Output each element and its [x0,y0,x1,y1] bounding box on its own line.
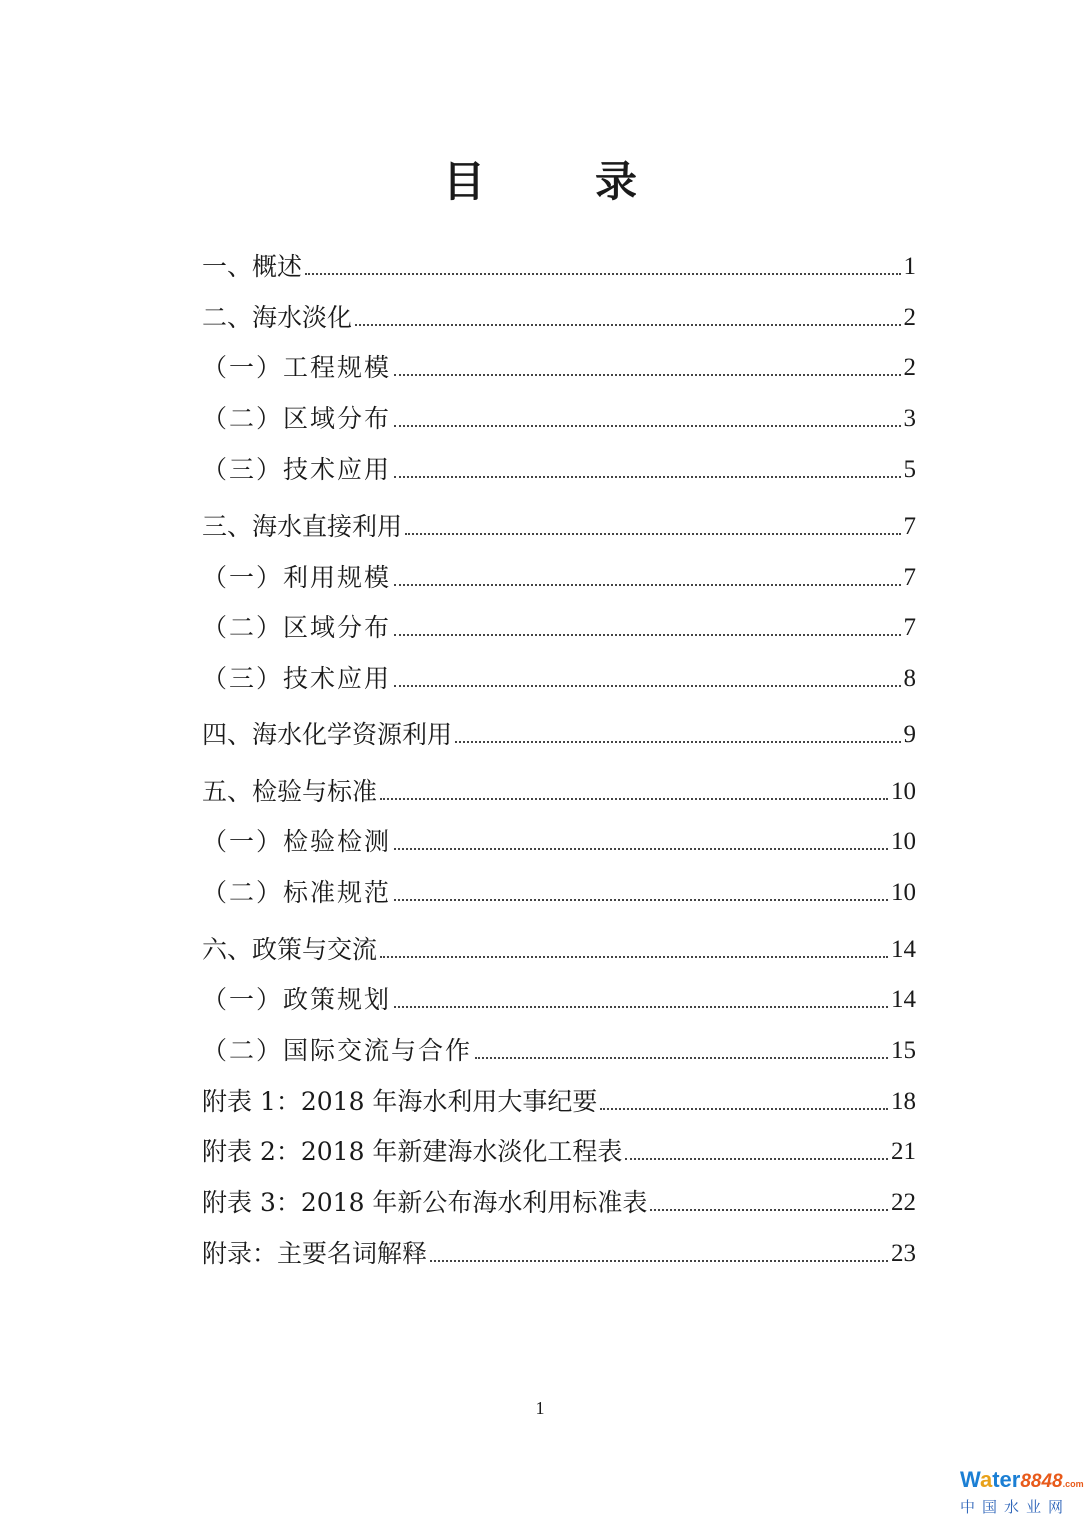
toc-entry-page: 7 [903,614,916,641]
toc-entry-page: 3 [903,405,916,432]
toc-entry-page: 7 [903,513,916,540]
toc-dot-leader [305,272,900,275]
toc-entry[interactable] [202,555,916,595]
toc-entry[interactable] [202,244,916,284]
toc-entry[interactable] [202,1028,916,1068]
toc-entry[interactable] [202,504,916,544]
toc-entry[interactable] [202,295,916,335]
toc-dot-leader [394,898,888,901]
toc-entry-page: 8 [903,665,916,692]
toc-entry[interactable] [202,605,916,645]
toc-entry[interactable] [202,656,916,696]
toc-entry[interactable] [202,345,916,385]
toc-entry-label: 四、海水化学资源利用 [202,720,453,749]
toc-dot-leader [625,1157,888,1160]
toc-entry-page: 10 [891,879,916,906]
watermark-brand-number: 8848 [1020,1471,1063,1492]
toc-entry-label: （一）利用规模 [202,563,392,592]
toc-dot-leader [394,424,900,427]
toc-entry-page: 9 [903,721,916,748]
toc-entry-label: （二）区域分布 [202,613,392,642]
toc-entry-page: 18 [891,1088,916,1115]
watermark-chinese-name: 中国水业网 [960,1498,1071,1516]
toc-entry-label: 附表 2：2018 年新建海水淡化工程表 [202,1137,623,1166]
toc-entry-label: 五、检验与标准 [202,777,378,806]
toc-entry-page: 15 [891,1037,916,1064]
toc-entry-page: 14 [891,986,916,1013]
toc-entry-page: 23 [891,1240,916,1267]
toc-entry[interactable] [202,1079,916,1119]
toc-entry-page: 2 [903,354,916,381]
toc-dot-leader [355,323,900,326]
table-of-contents [202,0,916,1300]
toc-entry-label: （二）标准规范 [202,878,392,907]
toc-entry-label: （三）技术应用 [202,455,392,484]
toc-dot-leader [394,475,900,478]
toc-entry-page: 1 [903,253,916,280]
toc-entry-label: 附录：主要名词解释 [202,1239,428,1268]
watermark-brand-a: a [979,1467,993,1492]
toc-entry[interactable] [202,1129,916,1169]
toc-entry[interactable] [202,927,916,967]
toc-dot-leader [600,1107,888,1110]
toc-entry[interactable] [202,1231,916,1271]
watermark-brand-w: W [960,1467,980,1492]
toc-entry[interactable] [202,396,916,436]
toc-entry-page: 2 [903,304,916,331]
watermark-brand-rest: ter [992,1467,1021,1492]
toc-entry-label: 六、政策与交流 [202,935,378,964]
toc-entry[interactable] [202,1180,916,1220]
toc-entry-label: 一、概述 [202,252,303,281]
toc-dot-leader [650,1208,888,1211]
toc-entry[interactable] [202,977,916,1017]
toc-entry[interactable] [202,712,916,752]
toc-entry-label: 三、海水直接利用 [202,512,403,541]
toc-entry-label: 二、海水淡化 [202,303,353,332]
toc-entry-label: （二）区域分布 [202,404,392,433]
toc-dot-leader [394,847,888,850]
toc-entry-page: 22 [891,1189,916,1216]
toc-entry-page: 14 [891,936,916,963]
toc-dot-leader [394,633,900,636]
page-number: 1 [535,1398,545,1418]
toc-entry[interactable] [202,870,916,910]
toc-entry[interactable] [202,769,916,809]
toc-dot-leader [394,583,900,586]
toc-dot-leader [380,955,888,958]
toc-entry-label: 附表 1：2018 年海水利用大事纪要 [202,1087,598,1116]
toc-dot-leader [405,532,900,535]
toc-dot-leader [394,684,900,687]
toc-entry-page: 7 [903,564,916,591]
toc-entry-page: 10 [891,778,916,805]
watermark-brand [960,1467,1084,1495]
toc-entry-page: 10 [891,828,916,855]
toc-entry[interactable] [202,819,916,859]
site-watermark-logo [960,1467,1084,1517]
toc-entry-page: 5 [903,456,916,483]
page-title: 目 录 [442,157,671,206]
toc-dot-leader [394,373,900,376]
watermark-brand-domain: .com [1062,1479,1084,1489]
toc-entry-label: （三）技术应用 [202,664,392,693]
toc-entry-label: （一）工程规模 [202,353,392,382]
toc-entry-label: （二）国际交流与合作 [202,1036,473,1065]
toc-dot-leader [380,797,888,800]
toc-dot-leader [394,1005,888,1008]
toc-entry[interactable] [202,447,916,487]
toc-dot-leader [475,1056,888,1059]
toc-entry-label: （一）政策规划 [202,985,392,1014]
toc-entry-page: 21 [891,1138,916,1165]
toc-entry-label: （一）检验检测 [202,827,392,856]
toc-dot-leader [430,1259,888,1262]
toc-entry-label: 附表 3：2018 年新公布海水利用标准表 [202,1188,648,1217]
toc-dot-leader [455,740,900,743]
